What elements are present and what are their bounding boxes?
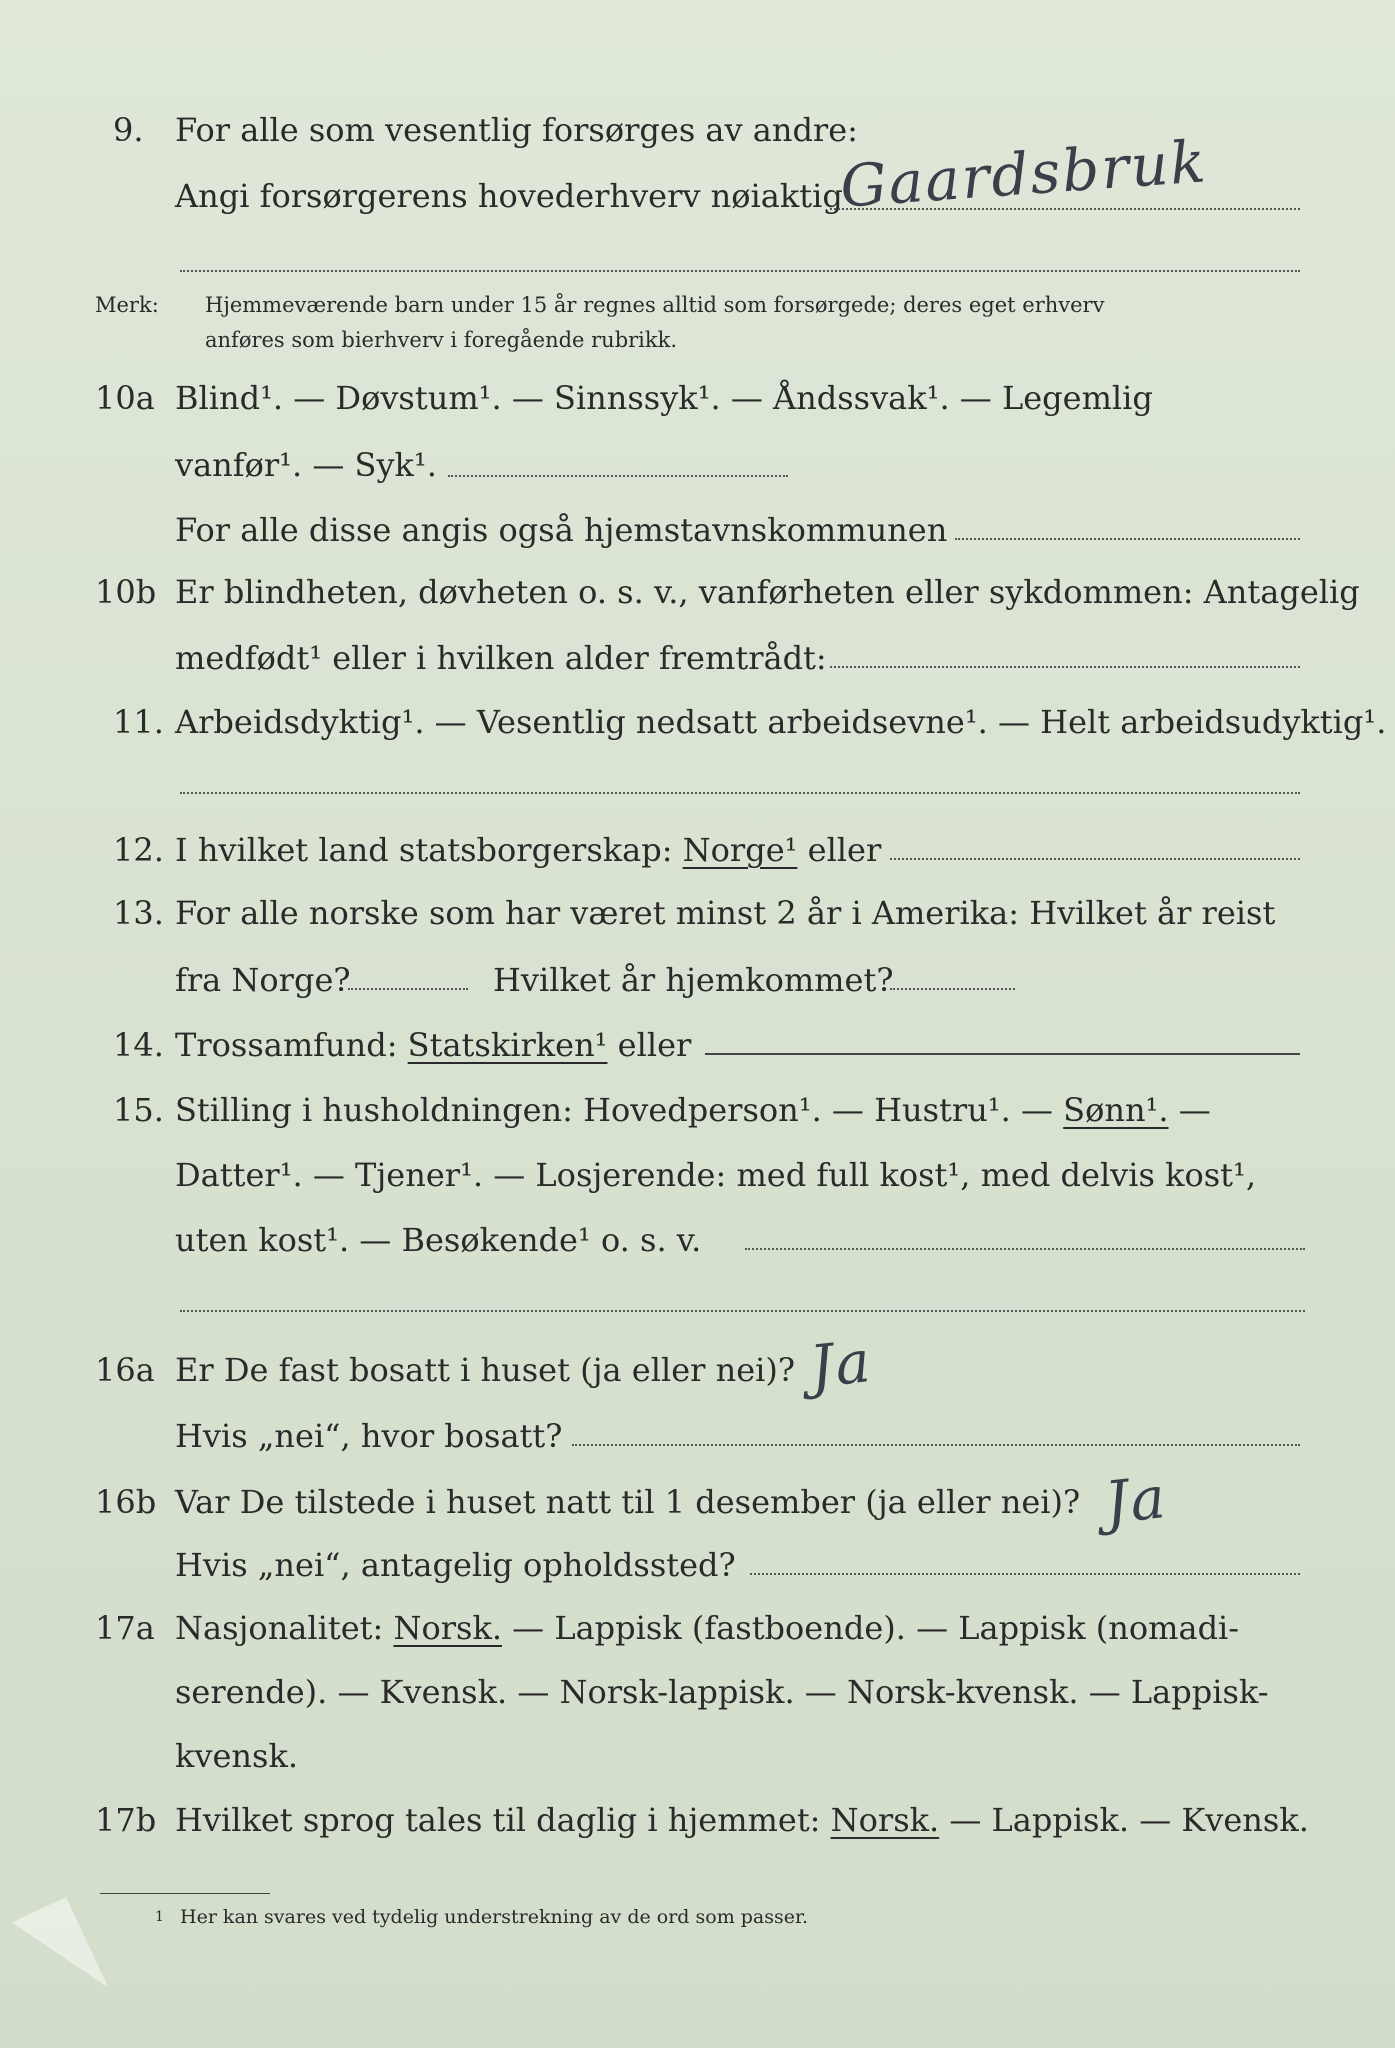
q13-reist-line bbox=[348, 988, 468, 990]
q14-pre: Trossamfund: bbox=[175, 1026, 398, 1064]
q16b-handwritten-answer: Ja bbox=[1101, 1462, 1171, 1538]
q17a-line3: kvensk. bbox=[175, 1737, 298, 1775]
q9-number: 9. bbox=[113, 111, 144, 149]
q17b-line bbox=[175, 1800, 1309, 1840]
q9-handwritten-answer: Gaardsbruk bbox=[838, 127, 1210, 221]
q15-line1b: — bbox=[1178, 1091, 1211, 1129]
q15-number: 15. bbox=[113, 1091, 164, 1129]
q12-line bbox=[175, 830, 881, 870]
footnote-mark: 1 bbox=[155, 1909, 164, 1925]
q14-answer-line bbox=[705, 1053, 1300, 1055]
q9-line1: For alle som vesentlig forsørges av andre: bbox=[175, 111, 858, 149]
q11-line1: Arbeidsdyktig¹. — Vesentlig nedsatt arbeidsevne¹. — Helt arbeidsudyktig¹. bbox=[175, 703, 1387, 741]
q17a-number: 17a bbox=[95, 1609, 155, 1647]
q12-pre: I hvilket land statsborgerskap: bbox=[175, 831, 673, 869]
q12-post: eller bbox=[807, 831, 882, 869]
q16a-bosatt-line bbox=[572, 1444, 1300, 1446]
q16b-opholdssted-line bbox=[750, 1573, 1300, 1575]
q10a-hjemstavn-line bbox=[955, 538, 1300, 540]
q15-line2: Datter¹. — Tjener¹. — Losjerende: med full kost¹, med delvis kost¹, bbox=[175, 1156, 1257, 1194]
q15-line1a: Stilling i husholdningen: Hovedperson¹. — Hustru¹. — bbox=[175, 1091, 1053, 1129]
q10b-line1: Er blindheten, døvheten o. s. v., vanførheten eller sykdommen: Antagelig bbox=[175, 573, 1360, 611]
q13-line2a: fra Norge? bbox=[175, 961, 351, 999]
q17a-underlined: Norsk. bbox=[393, 1609, 502, 1647]
q14-post: eller bbox=[617, 1026, 692, 1064]
q13-line1: For alle norske som har været minst 2 år i Amerika: Hvilket år reist bbox=[175, 894, 1276, 932]
q16a-handwritten-answer: Ja bbox=[806, 1326, 876, 1402]
q17a-pre: Nasjonalitet: bbox=[175, 1609, 384, 1647]
footnote-text: Her kan svares ved tydelig understrekning av de ord som passer. bbox=[180, 1906, 809, 1928]
q10b-line2: medfødt¹ eller i hvilken alder fremtrådt: bbox=[175, 639, 827, 677]
q10a-number: 10a bbox=[95, 379, 155, 417]
merk-line2: anføres som bierhverv i foregående rubrikk. bbox=[205, 328, 678, 352]
q12-underlined: Norge¹ bbox=[682, 831, 798, 869]
q17a-line1-wrap bbox=[175, 1608, 1239, 1648]
q13-hjemkommet-line bbox=[890, 988, 1015, 990]
merk-label: Merk: bbox=[95, 293, 159, 317]
q11-number: 11. bbox=[113, 703, 164, 741]
q11-extra-line bbox=[180, 792, 1300, 794]
q15-extra-line bbox=[180, 1310, 1305, 1312]
q14-line bbox=[175, 1025, 691, 1065]
q16b-number: 16b bbox=[95, 1483, 157, 1521]
q17b-pre: Hvilket sprog tales til daglig i hjemmet: bbox=[175, 1801, 821, 1839]
q14-underlined: Statskirken¹ bbox=[407, 1026, 608, 1064]
footnote-rule bbox=[100, 1893, 270, 1894]
q14-number: 14. bbox=[113, 1026, 164, 1064]
q17b-post: — Lappisk. — Kvensk. bbox=[949, 1801, 1309, 1839]
q12-number: 12. bbox=[113, 831, 164, 869]
q10b-number: 10b bbox=[95, 573, 157, 611]
q16a-number: 16a bbox=[95, 1351, 155, 1389]
q10b-alder-line bbox=[830, 666, 1300, 668]
q10a-line3: For alle disse angis også hjemstavnskommunen bbox=[175, 511, 948, 549]
q17b-number: 17b bbox=[95, 1801, 157, 1839]
folded-corner bbox=[12, 1897, 109, 2013]
q15-answer-line bbox=[745, 1248, 1305, 1250]
q15-line3: uten kost¹. — Besøkende¹ o. s. v. bbox=[175, 1221, 702, 1259]
q10a-line1: Blind¹. — Døvstum¹. — Sinnssyk¹. — Åndssvak¹. — Legemlig bbox=[175, 379, 1153, 417]
q9-extra-line bbox=[180, 270, 1300, 272]
q12-answer-line bbox=[890, 858, 1300, 860]
q17a-line1: — Lappisk (fastboende). — Lappisk (nomadi- bbox=[512, 1609, 1240, 1647]
q16b-line1: Var De tilstede i huset natt til 1 desember (ja eller nei)? bbox=[175, 1483, 1081, 1521]
q9-line2: Angi forsørgerens hovederhverv nøiaktig bbox=[175, 177, 843, 215]
q16a-line1: Er De fast bosatt i huset (ja eller nei)? bbox=[175, 1351, 796, 1389]
q16a-line2: Hvis „nei“, hvor bosatt? bbox=[175, 1417, 563, 1455]
q16b-line2: Hvis „nei“, antagelig opholdssted? bbox=[175, 1546, 736, 1584]
q17a-line2: serende). — Kvensk. — Norsk-lappisk. — Norsk-kvensk. — Lappisk- bbox=[175, 1673, 1269, 1711]
q10a-line2: vanfør¹. — Syk¹. bbox=[175, 446, 437, 484]
merk-line1: Hjemmeværende barn under 15 år regnes alltid som forsørgede; deres eget erhverv bbox=[205, 293, 1105, 317]
q15-line1 bbox=[175, 1090, 1211, 1130]
q13-line2b: Hvilket år hjemkommet? bbox=[493, 961, 894, 999]
q15-line1-underlined: Sønn¹. bbox=[1063, 1091, 1169, 1129]
q17b-underlined: Norsk. bbox=[830, 1801, 940, 1839]
q10a-syk-line bbox=[448, 475, 788, 477]
q13-number: 13. bbox=[113, 894, 164, 932]
